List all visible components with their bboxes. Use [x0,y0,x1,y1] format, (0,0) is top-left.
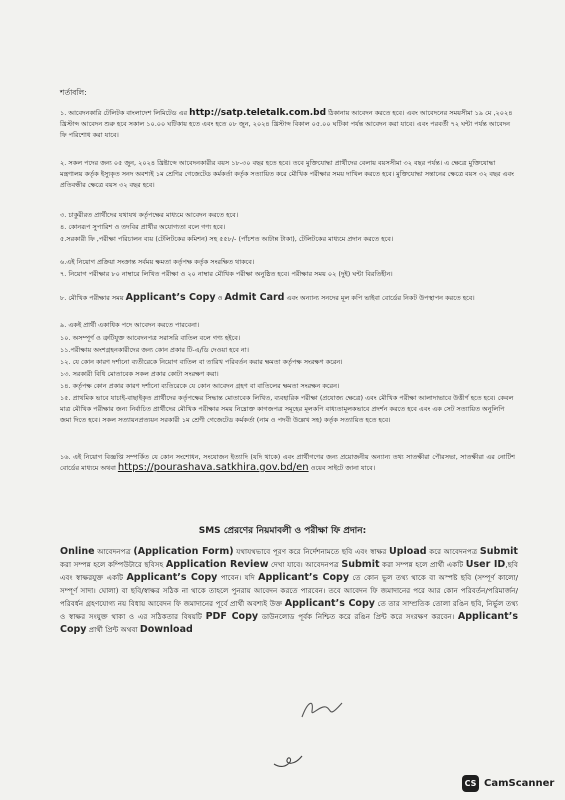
sms-keyword: Applicant’s Copy [126,572,218,583]
pourashava-website-link[interactable]: https://pourashava.satkhira.gov.bd/en [117,461,309,473]
term-10: ১০. অসম্পূর্ণ ও ত্রুটিযুক্ত আবেদনপত্র সরাসরি বাতিল বলে গণ্য হইবে। [60,334,241,342]
term-11: ১১.পরীক্ষায় অংশগ্রহনকারীদের জন্য কোন প্রকার টি-এ/ডি দেওয়া হবে না। [60,346,249,354]
sms-text-run: ,ছবি এবং স্বাক্ষরযুক্ত একটি [60,560,518,582]
camscanner-watermark: CamScanner [484,778,555,789]
sms-keyword: Submit [479,546,518,557]
sms-text-run: যথাযথভাবে পূরণ করে নির্দেশনামতে ছবি এবং স্বাক্ষর [233,547,390,556]
sms-text-run: ডাউনলোড পূর্বক নিশ্চিত করে রঙিন প্রিন্ট করে সংরক্ষণ করবেন। [258,612,458,621]
sms-keyword: Online [60,546,95,557]
sms-text-run: আবেদনপত্র [94,547,134,556]
sms-keyword: PDF Copy [205,611,259,622]
sms-keyword: Applicant’s Copy [60,611,518,635]
term-2: ২. সকল পদের জন্য ০৫ জুন, ২০২৪ খ্রিষ্টাব্দে আবেদনকারীর বয়স ১৮-৩০ বছর হতে হবে। তবে মুক্তিযোদ্ধা প্রার্থীদের বেলায় বয়সসীমা ৩২ বছর পর্যন্ত। এ ক্ষেত্রে মুক্তিযোদ্ধা মন্ত্রণালয় কর্তৃক ইস্যুকৃত সনদ অবশ্যই ১ম শ্রেণির গেজেটেড কর্মকর্তা কর্তৃক সত্যায়িত করে মৌখিক পরীক্ষার সময় দাখিল করতে হবে। মুক্তিযোদ্ধা সন্তানের ক্ষেত্রে বয়স ৩২ বছর এবং প্রতিবন্ধীর ক্ষেত্রে বয়স ৩২ বছর হবে। [60,159,514,189]
sms-text-run: তে কোন ভুল তথ্য থাকে বা অস্পষ্ট ছবি (সম্পূর্ণ কালো/ সম্পূর্ণ সাদা। ঘোলা) বা ছবি/স্বাক্ষর সঠিক না থাকে তাহলে পুনরায় আবেদন করতে পারবেন। তবে আবেদন ফি জমাদানের পরে আর কোন পরিবর্তন/পরিমার্জন/পরিবর্ধন গ্রহণযোগ্য নয় বিধায় আবেদন ফি জমাদানের পূর্বে প্রার্থী অবশ্যই উক্ত [60,573,518,608]
term-9: ৯. একই প্রার্থী একাধিক পদে আবেদন করতে পারবেনা। [60,321,200,329]
sms-keyword: User ID [465,559,506,570]
sms-keyword: (Application Form) [133,546,234,557]
sms-keyword: Application Review [165,559,269,570]
term-13: ১৩. সরকারী বিধি মোতাবেক সকল প্রকার কোটা সংরক্ষণ করা। [60,370,219,378]
term-8: ৮. মৌখিক পরীক্ষার সময় Applicant’s Copy ও Admit Card এবং অন্যান্য সনদের মূল কপি ভাইবা বোর্ডের নিকট উপস্থাপন করতে হবে। [60,292,475,303]
sms-text-run: দেখা যাবে। আবেদনপত্র [268,560,342,569]
term-12: ১২. যে কোন কারণ দর্শানো ব্যতীরেকে নিয়োগ বাতিল বা তারিখ পরিবর্তন করার ক্ষমতা কর্তৃপক্ষ সংরক্ষণ করেন। [60,358,343,366]
sms-text-run: করা সম্পন্ন হলে প্রার্থী একটি [379,560,466,569]
sms-text-run: প্রার্থী প্রিন্ট অথবা [86,625,140,634]
term-14: ১৪. কর্তৃপক্ষ কোন প্রকার কারণ দর্শানো ব্যতিরেকে যে কোন আবেদন গ্রহণ বা বাতিলের ক্ষমতা সংরক্ষন করেন। [60,382,340,390]
camscanner-logo-icon: CS [462,775,479,792]
term-6: ৬.এই নিয়োগ প্রক্রিয়া সংক্রান্ত সর্বময় ক্ষমতা কর্তৃপক্ষ কর্তৃক সংরক্ষিত থাকবে। [60,258,255,266]
term-3: ৩. চাকুরীরত প্রার্থীদের যথাযথ কর্তৃপক্ষের মাধ্যমে আবেদন করতে হবে। [60,211,239,219]
term-4: ৪. কোনরূপ সুপারিশ ও তদবির প্রার্থীর অযোগ্যতা বলে গণ্য হবে। [60,223,226,231]
sms-instructions [60,545,518,636]
sms-keyword: Applicant’s Copy [258,572,350,583]
terms-heading: শর্তাবলি: [60,88,87,97]
term-15: ১৫. প্রাথমিক ভাবে যাচাই-বাছাইকৃত প্রার্থীদের কর্তৃপক্ষের সিদ্ধান্ত মোতাবেক লিখিত, ব্যবহারিক পরীক্ষা (প্রযোজ্য ক্ষেত্রে) এবং মৌখিক পরীক্ষা আলাদাভাবে উত্তীর্ণ হতে হবে। কেবল মাত্র মৌখিক পরীক্ষার জন্য নির্বাচিত প্রার্থীদের মৌখিক পরীক্ষার সময় নিম্নোক্ত কাগজপত্র সমূহের মূলকপি বাধ্যতামূলকভাবে প্রদর্শন করতে হবে এবং এক সেট সত্যায়িত অনুলিপি জমা দিতে হবে। সকল সত্যায়নপ্রত্যয়ন সরকারী ১ম শ্রেণী গেজেটেড কর্মকর্তা (নাম ও পদবী উল্লেখ সহ) কর্তৃক সত্যায়িত হতে হবে। [60,394,514,424]
term-7: ৭. নিয়োগ পরীক্ষার ৮০ নাম্বারে লিখিত পরীক্ষা ও ২০ নাম্বার মৌখিক পরীক্ষা অনুষ্ঠিত হবে। পরীক্ষার সময় ০২ (দুই) ঘন্টা বিরতিহীন। [60,270,393,278]
signature-mark [298,697,346,723]
term-1: ১. আবেদনকারি টেলিটক বাংলাদেশ লিমিটেড এর http://satp.teletalk.com.bd ঠিকানায় আবেদন করতে হবে। এবং আবেদনের সময়সীমা ১৯ মে ,২০২৪ খ্রিস্টাব্দ আবেদন শুরু হবে সকাল ১০.০০ ঘটিকায় হতে এবং হতে ০৮ জুন, ২০২৪ খ্রিস্টাব্দ বিকাল ০৫.০০ ঘটিকা পর্যন্ত আবেদন করা যাবে। এবং পরবর্তী ৭২ ঘন্টা পর্যন্ত আবেদন ফি পরিশোধ করা যাবে। [60,108,513,139]
sms-keyword: Download [139,624,193,635]
term-5: ৫.সরকারী ফি ,পরীক্ষা পরিচালন ব্যয় (টেলিটকের কমিশন) সহ ৫৫৮/- (পাঁচশত আটান্ন টাকা), টেলিটকের মাধ্যমে প্রদান করতে হবে। [60,235,394,243]
sms-keyword: Submit [341,559,380,570]
sms-text-run: করে আবেদনপত্র [426,547,480,556]
teletalk-url: http://satp.teletalk.com.bd [189,108,327,118]
sms-text-run: পাবেন। যদি [217,573,259,582]
signature-hook [272,752,304,770]
sms-keyword: Applicant’s Copy [284,598,375,609]
sms-section-title: SMS প্রেরণের নিয়মাবলী ও পরীক্ষা ফি প্রদান: [198,526,367,536]
sms-keyword: Upload [389,546,427,557]
sms-text-run: করা সম্পন্ন হলে কম্পিউটারে ছবিসহ [60,560,166,569]
term-16: ১৬. এই নিয়োগ বিজ্ঞপ্তি সম্পর্কিত যে কোন সংশোধন, সংযোজন ইত্যাদি (যদি থাকে) এবং প্রার্থীগণের জন্য প্রয়োজনীয় অন্যান্য তথ্য সাতক্ষীরা পৌরসভা, সাতক্ষীরা এর নোটিশ বোর্ডের মাধ্যমে অথবা https://pourashava.satkhira.gov.bd/en ওয়েব সাইটে জানা যাবে। [60,453,515,473]
sms-text-run: তে তার সাম্প্রতিক তোলা রঙিন ছবি, নির্ভুল তথ্য ও স্বাক্ষর সংযুক্ত থাকা ও এর সঠিকতার বিষয়টি [60,599,518,621]
